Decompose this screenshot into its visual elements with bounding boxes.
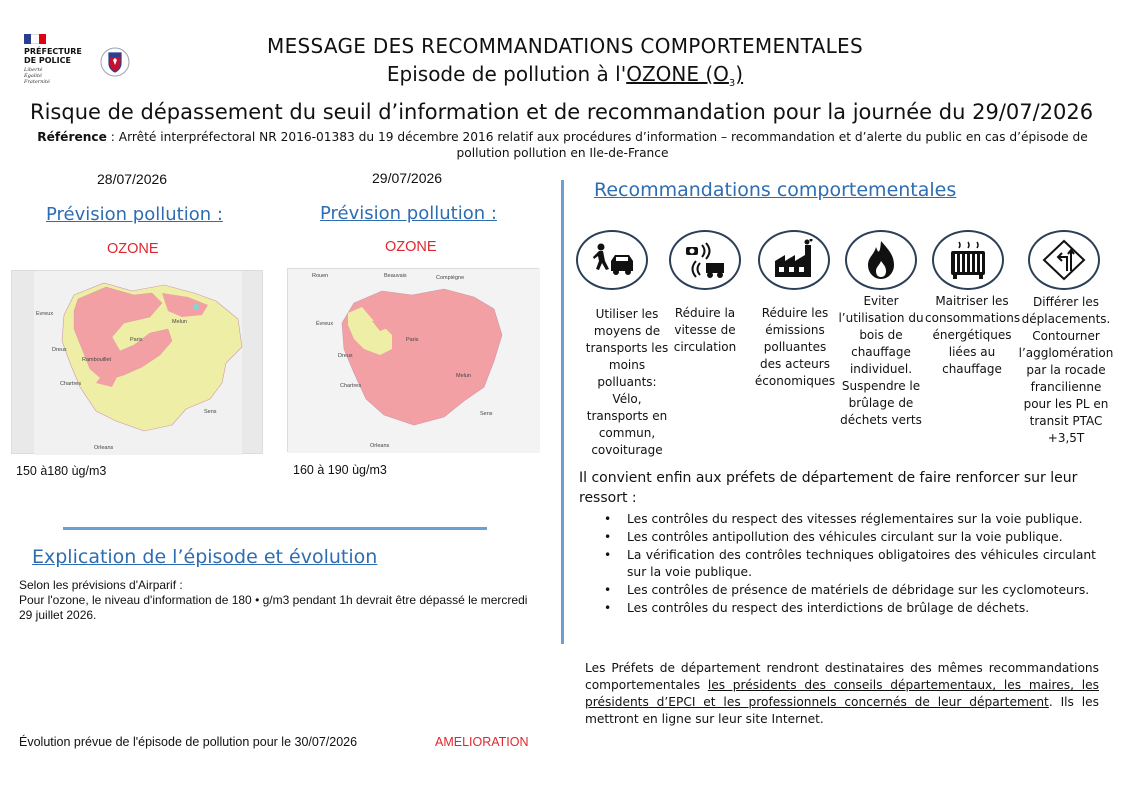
forecast-date-1: 28/07/2026: [97, 171, 168, 187]
list-item: • La vérification des contrôles techniques obligatoires des véhicules circulant sur la voie publique.: [604, 547, 1096, 581]
column-divider-vertical: [561, 180, 564, 644]
french-flag-icon: [24, 34, 46, 44]
reference-text: Référence : Arrêté interpréfectoral NR 2016-01383 du 19 décembre 2016 relatif aux procédures d’information – recommandation et d’alerte du public en cas d’épisode de pollution pollution en Ile-de-France: [37, 130, 1088, 160]
recommendation-text-3: Réduire les émissions polluantes des acteurs économiques: [754, 306, 836, 388]
map2-label-beauvais: Beauvais: [384, 273, 407, 279]
factory-icon: [758, 230, 830, 290]
road-sign-icon: [1028, 230, 1100, 290]
radiator-icon: [932, 230, 1004, 290]
evolution-label: Évolution prévue de l'épisode de pollution pour le 30/07/2026: [19, 735, 358, 749]
map1-label-sens: Sens: [204, 409, 217, 415]
map2-label-paris: Paris: [406, 337, 419, 343]
prefets-controls-list: [604, 511, 1096, 618]
map2-label-melun: Melun: [456, 373, 471, 379]
page-title: MESSAGE DES RECOMMANDATIONS COMPORTEMENTALES: [267, 34, 863, 58]
map2-label-sens: Sens: [480, 411, 493, 417]
fire-icon: [845, 230, 917, 290]
evolution-status: AMELIORATION: [435, 735, 529, 749]
map2-label-evreux: Évreux: [316, 321, 334, 327]
map1-label-paris: Paris: [130, 337, 143, 343]
map2-label-orleans: Orleans: [370, 443, 390, 449]
forecast-title-2: Prévision pollution :: [320, 203, 497, 224]
list-item: • Les contrôles de présence de matériels de débridage sur les cyclomoteurs.: [604, 582, 1096, 599]
pollution-map-1: [11, 270, 263, 454]
recommendations-title: Recommandations comportementales: [594, 179, 957, 201]
explanation-text: Selon les prévisions d'Airparif : Pour l'ozone, le niveau d'information de 180 • g/m3 pendant 1h devrait être dépassé le mercredi 29 juillet 2026.: [19, 578, 528, 622]
prefets-final-paragraph: Les Préfets de département rendront destinataires des mêmes recommandations comportementales les présidents des conseils départementaux, les maires, les présidents d’EPCI et les professionnels concernés de leur département. Ils les mettront en ligne sur leur site Internet.: [585, 661, 1100, 726]
map2-label-chartres: Chartres: [340, 383, 362, 389]
map2-label-dreux: Dreux: [338, 353, 353, 359]
explanation-title: Explication de l’épisode et évolution: [32, 546, 378, 568]
recommendation-text-6: Différer les déplacements. Contourner l’agglomération par la rocade francilienne pour les PL en transit PTAC +3,5T: [1018, 295, 1114, 445]
page-subtitle: Episode de pollution à l'OZONE $(O_3)$: [386, 62, 744, 89]
recommendation-text-4: Eviter l’utilisation du bois de chauffage individuel. Suspendre le brûlage de déchets verts: [838, 294, 924, 427]
recommendation-text-1: Utiliser les moyens de transports les moins polluants: Vélo, transports en commun, covoiturage: [585, 307, 669, 457]
forecast-date-2: 29/07/2026: [372, 170, 443, 186]
prefecture-logo: [24, 34, 94, 85]
police-badge-icon: [100, 45, 130, 79]
map1-label-evreux: Evreux: [36, 311, 54, 317]
forecast-pollutant-1: OZONE: [107, 241, 159, 257]
risk-heading: Risque de dépassement du seuil d’information et de recommandation pour la journée du 29/07/2026: [30, 100, 1094, 124]
section-divider-horizontal: [63, 527, 487, 530]
logo-motto: Liberté Égalité Fraternité: [24, 67, 50, 85]
map1-label-dreux: Dreux: [52, 347, 67, 353]
recommendation-text-2: Réduire la vitesse de circulation: [673, 306, 737, 354]
recipients-list: les présidents des conseils départementaux, les maires, les présidents d’EPCI et les professionnels concernés de leur département: [585, 678, 1099, 709]
map1-label-chartres: Chartres: [60, 381, 82, 387]
map2-label-rouen: Rouen: [312, 273, 329, 279]
speed-camera-icon: [669, 230, 741, 290]
risk-date: 29/07/2026: [972, 100, 1094, 124]
map1-label-orleans: Orleans: [94, 445, 114, 451]
list-item: • Les contrôles antipollution des véhicules circulant sur la voie publique.: [604, 529, 1096, 546]
recommendation-text-5: Maitriser les consommations énergétiques liées au chauffage: [925, 294, 1021, 376]
logo-name-line2: DE POLICE: [24, 56, 71, 65]
map2-label-compiegne: Compiègne: [436, 275, 465, 281]
forecast-title-1: Prévision pollution :: [46, 204, 223, 225]
logo-name-line1: PRÉFECTURE: [24, 47, 82, 56]
prefets-intro: Il convient enfin aux préfets de département de faire renforcer sur leur ressort :: [579, 470, 1078, 506]
forecast-range-1: 150 à180 ùg/m3: [16, 464, 107, 478]
evolution-date: 30/07/2026: [294, 735, 358, 749]
pollution-map-2: [287, 268, 539, 452]
map1-label-melun: Melun: [172, 319, 187, 325]
pollutant-name: OZONE $(O_3)$: [626, 62, 744, 89]
list-item: • Les contrôles du respect des interdictions de brûlage de déchets.: [604, 600, 1096, 617]
forecast-pollutant-2: OZONE: [385, 239, 437, 255]
pedestrian-car-icon: [576, 230, 648, 290]
list-item: • Les contrôles du respect des vitesses réglementaires sur la voie publique.: [604, 511, 1096, 528]
forecast-range-2: 160 à 190 ùg/m3: [293, 463, 387, 477]
map1-label-rambouillet: Rambouillet: [82, 357, 112, 363]
